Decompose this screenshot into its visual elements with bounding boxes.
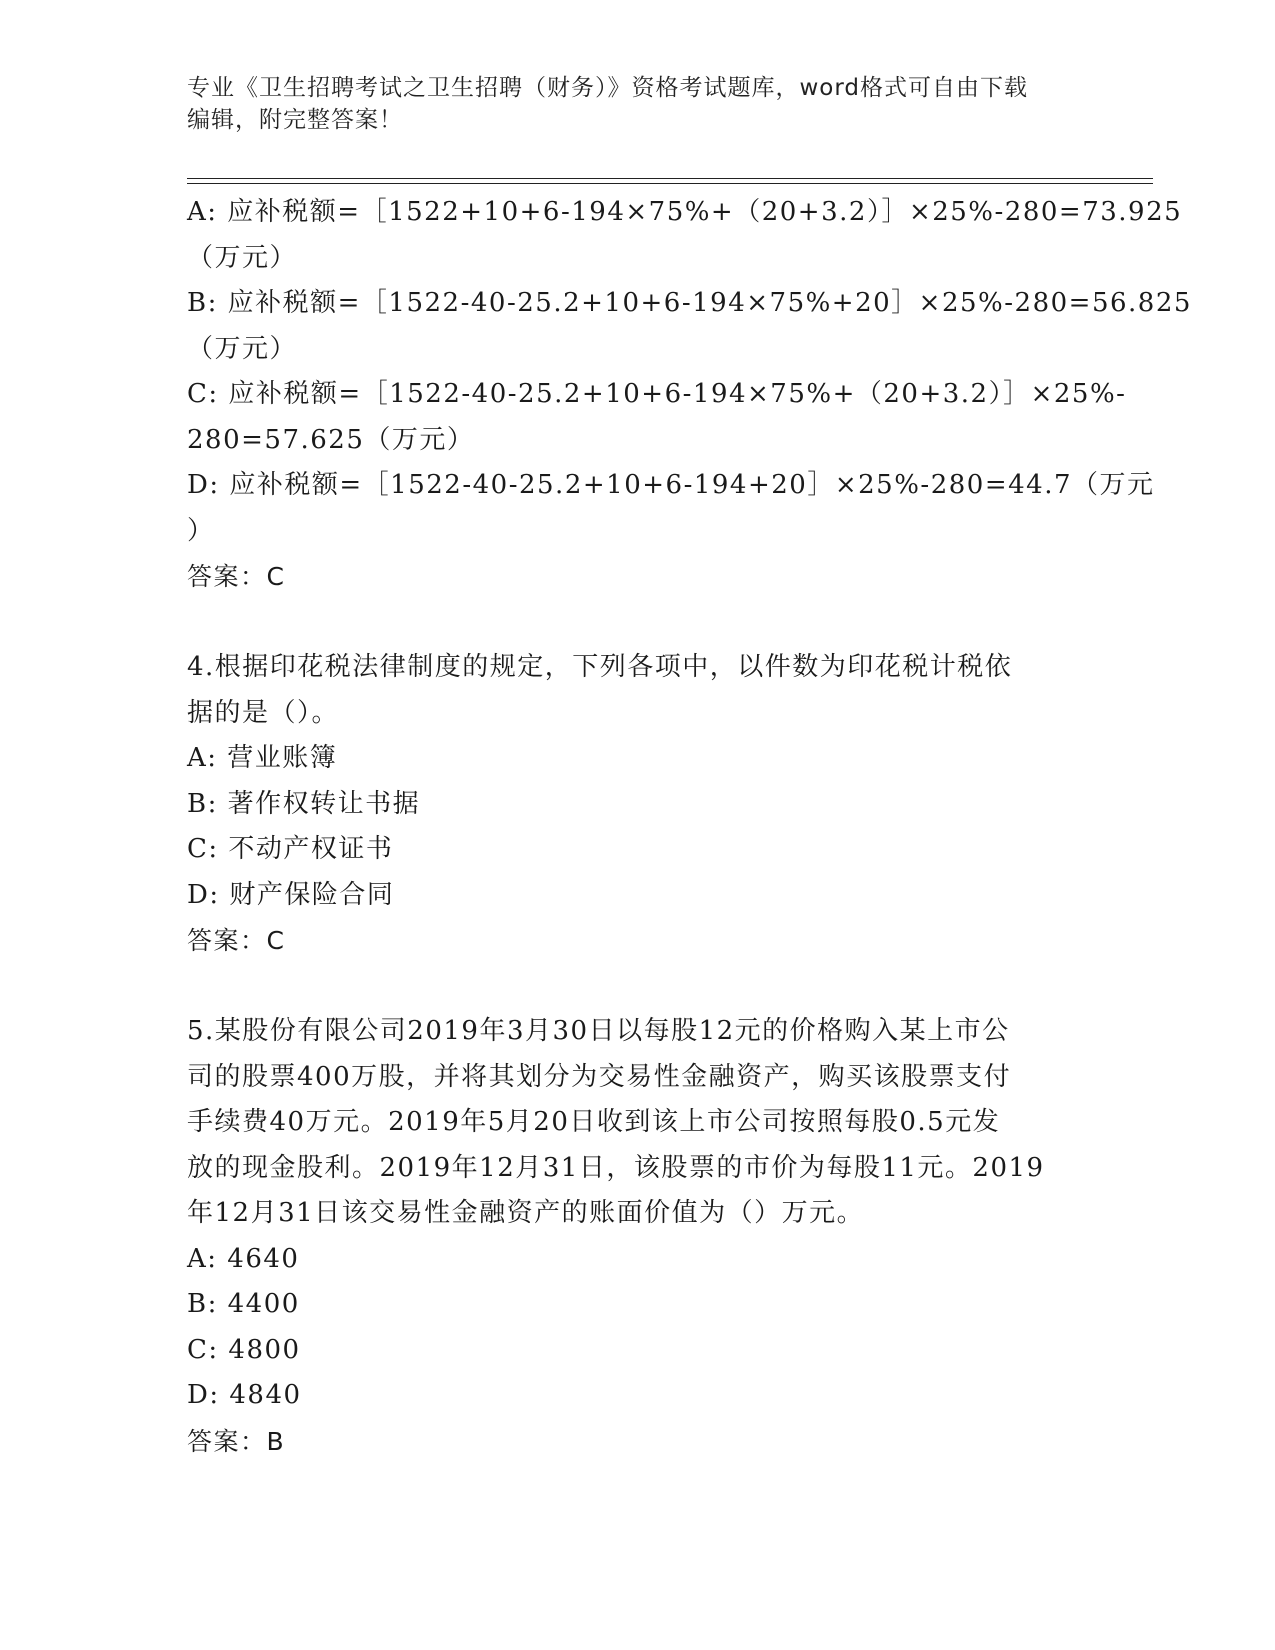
- q3-option-b-line-1: B: 应补税额=［1522-40-25.2+10+6-194×75%+20］×25%-280=56.825: [187, 288, 1192, 318]
- question-5: [187, 1009, 1087, 1464]
- q4-answer: 答案：C: [187, 926, 286, 955]
- q5-option-c: C: 4800: [187, 1334, 301, 1365]
- q5-stem-line-5: 年12月31日该交易性金融资产的账面价值为（）万元。: [187, 1198, 865, 1228]
- question-4: [187, 645, 1087, 964]
- document-header: [187, 72, 1087, 136]
- q5-stem-line-2: 司的股票400万股，并将其划分为交易性金融资产，购买该股票支付: [187, 1061, 1012, 1092]
- q4-stem-line-1: 4.根据印花税法律制度的规定，下列各项中，以件数为印花税计税依: [187, 652, 1013, 682]
- q3-option-d-line-2: ）: [187, 515, 215, 546]
- question-3-options: [187, 190, 1192, 600]
- q4-option-c: C: 不动产权证书: [187, 834, 394, 864]
- header-divider-top: [187, 178, 1153, 179]
- q3-answer: 答案：C: [187, 562, 286, 591]
- header-line-2: 编辑，附完整答案！: [187, 107, 403, 133]
- spacer: [187, 964, 1087, 1010]
- header-line-1: 专业《卫生招聘考试之卫生招聘（财务）》资格考试题库，word格式可自由下载: [187, 75, 1029, 101]
- q3-option-d-line-1: D: 应补税额=［1522-40-25.2+10+6-194+20］×25%-280=44.7（万元: [187, 470, 1155, 500]
- q3-option-c-line-2: 280=57.625（万元）: [187, 424, 475, 455]
- q3-option-a-line-2: （万元）: [187, 242, 298, 273]
- q3-option-a-line-1: A: 应补税额=［1522+10+6-194×75%+（20+3.2）］×25%-280=73.925: [187, 197, 1183, 227]
- q5-answer: 答案：B: [187, 1426, 286, 1456]
- q5-stem-line-3: 手续费40万元。2019年5月20日收到该上市公司按照每股0.5元发: [187, 1107, 1001, 1137]
- spacer: [187, 600, 1087, 646]
- q5-stem-line-1: 5.某股份有限公司2019年3月30日以每股12元的价格购入某上市公: [187, 1016, 1010, 1046]
- q5-option-d: D: 4840: [187, 1380, 302, 1410]
- q3-option-c-line-1: C: 应补税额=［1522-40-25.2+10+6-194×75%+（20+3.2）］×25%-: [187, 379, 1127, 409]
- q5-stem-line-4: 放的现金股利。2019年12月31日，该股票的市价为每股11元。2019: [187, 1152, 1045, 1183]
- q4-option-d: D: 财产保险合同: [187, 879, 395, 910]
- q4-stem-line-2: 据的是（）。: [187, 697, 340, 728]
- q3-option-b-line-2: （万元）: [187, 333, 298, 364]
- q4-option-a: A: 营业账簿: [187, 743, 338, 773]
- document-body: [187, 190, 1192, 1464]
- q5-option-b: B: 4400: [187, 1289, 300, 1319]
- header-divider-bottom: [187, 183, 1153, 184]
- q4-option-b: B: 著作权转让书据: [187, 788, 421, 819]
- q5-option-a: A: 4640: [187, 1243, 300, 1274]
